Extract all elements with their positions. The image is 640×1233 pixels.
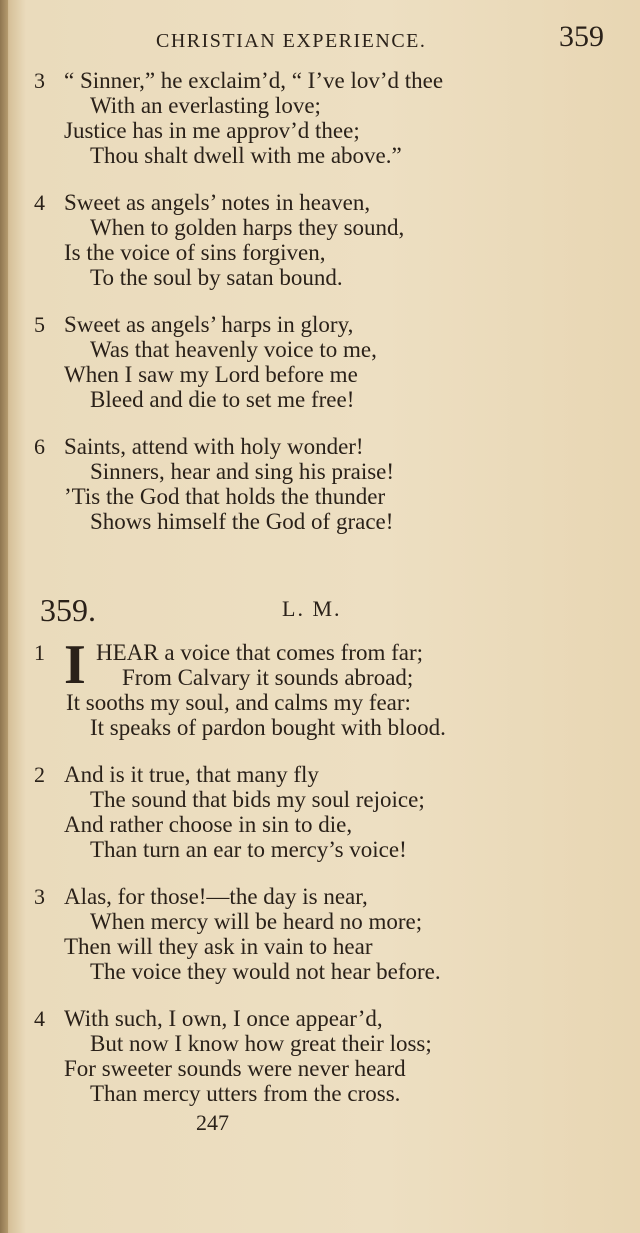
verse-line: To the soul by satan bound. bbox=[90, 265, 343, 290]
drop-cap: I bbox=[64, 634, 86, 696]
verse-line: Sinners, hear and sing his praise! bbox=[90, 459, 395, 484]
stanza-number: 3 bbox=[34, 884, 45, 909]
page-binding-edge bbox=[0, 0, 8, 1233]
stanza bbox=[34, 634, 594, 740]
stanza-number: 6 bbox=[34, 434, 45, 459]
stanza-number: 5 bbox=[34, 312, 45, 337]
verse-line: Justice has in me approv’d thee; bbox=[64, 118, 360, 143]
stanza-number: 4 bbox=[34, 190, 45, 215]
verse-line: Sweet as angels’ harps in glory, bbox=[64, 312, 354, 337]
verse-line: ’Tis the God that holds the thunder bbox=[64, 484, 386, 509]
page-header bbox=[0, 20, 640, 62]
verse-line: When mercy will be heard no more; bbox=[90, 909, 423, 934]
verse-line: When to golden harps they sound, bbox=[90, 215, 405, 240]
verse-line: And rather choose in sin to die, bbox=[64, 812, 353, 837]
verse-line: And is it true, that many fly bbox=[64, 762, 319, 787]
verse-line: The sound that bids my soul rejoice; bbox=[90, 787, 425, 812]
stanza bbox=[34, 762, 594, 862]
verse-line: HEAR a voice that comes from far; bbox=[96, 640, 423, 665]
verse-line: Is the voice of sins forgiven, bbox=[64, 240, 326, 265]
stanza bbox=[34, 434, 594, 534]
verse-line: With an everlasting love; bbox=[90, 93, 321, 118]
page-number: 359 bbox=[559, 20, 604, 53]
stanza bbox=[34, 190, 594, 290]
verse-line: Was that heavenly voice to me, bbox=[90, 337, 377, 362]
hymn-body bbox=[34, 634, 594, 1128]
stanza bbox=[34, 884, 594, 984]
stanza bbox=[34, 1006, 594, 1106]
verse-line: Shows himself the God of grace! bbox=[90, 509, 394, 534]
verse-line: Thou shalt dwell with me above.” bbox=[90, 143, 402, 168]
stanza-number: 1 bbox=[34, 640, 45, 665]
stanza bbox=[34, 312, 594, 412]
verse-line: But now I know how great their loss; bbox=[90, 1031, 432, 1056]
hymn-heading bbox=[40, 592, 600, 632]
verse-line: It sooths my soul, and calms my fear: bbox=[66, 690, 411, 715]
stanza bbox=[34, 68, 594, 168]
running-head: CHRISTIAN EXPERIENCE. bbox=[156, 30, 427, 52]
verse-line: Alas, for those!—the day is near, bbox=[64, 884, 368, 909]
hymn-meter: L. M. bbox=[282, 596, 342, 621]
verse-line: “ Sinner,” he exclaim’d, “ I’ve lov’d thee bbox=[64, 68, 444, 93]
stanza-number: 3 bbox=[34, 68, 45, 93]
verse-line: The voice they would not hear before. bbox=[90, 959, 441, 984]
hymn-number: 359. bbox=[40, 592, 96, 628]
verse-line: For sweeter sounds were never heard bbox=[64, 1056, 406, 1081]
verse-line: Than mercy utters from the cross. bbox=[90, 1081, 401, 1106]
signature-mark: 247 bbox=[196, 1110, 229, 1135]
verse-line: When I saw my Lord before me bbox=[64, 362, 358, 387]
verse-line: It speaks of pardon bought with blood. bbox=[90, 715, 446, 740]
verse-line: With such, I own, I once appear’d, bbox=[64, 1006, 383, 1031]
verse-line: Sweet as angels’ notes in heaven, bbox=[64, 190, 371, 215]
verse-line: Bleed and die to set me free! bbox=[90, 387, 355, 412]
stanza-number: 4 bbox=[34, 1006, 45, 1031]
verse-line: Saints, attend with holy wonder! bbox=[64, 434, 364, 459]
verse-line: Than turn an ear to mercy’s voice! bbox=[90, 837, 407, 862]
previous-hymn bbox=[34, 68, 594, 556]
stanza-number: 2 bbox=[34, 762, 45, 787]
verse-line: From Calvary it sounds abroad; bbox=[122, 665, 414, 690]
verse-line: Then will they ask in vain to hear bbox=[64, 934, 373, 959]
